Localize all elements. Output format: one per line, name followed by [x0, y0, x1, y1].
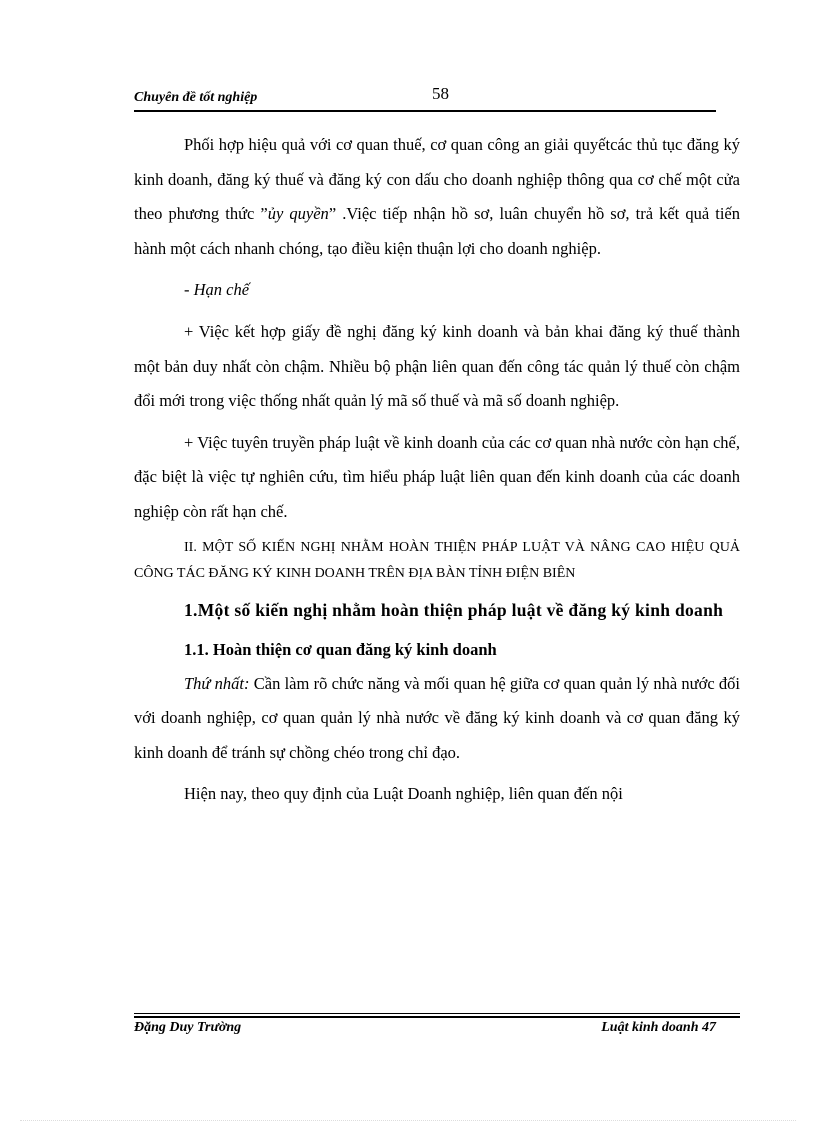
footer-class: Luật kinh doanh 47: [601, 1020, 716, 1035]
page-body: [134, 128, 740, 812]
footer-author: Đặng Duy Trường: [134, 1020, 242, 1035]
page-bottom-divider: [20, 1120, 796, 1121]
paragraph-current: Hiện nay, theo quy định của Luật Doanh nghiệp, liên quan đến nội: [184, 784, 623, 804]
subheading-limitations: - Hạn chế: [184, 280, 250, 300]
page-header: [134, 86, 716, 112]
paragraph-cooperation: Phối hợp hiệu quả với cơ quan thuế, cơ quan công an giải quyếtcác thủ tục đăng ký kinh doanh, đăng ký thuế và đăng ký con dấu cho doanh nghiệp thông qua cơ chế một cửa theo phương thức ”ủy quyền” .Việc tiếp nhận hồ sơ, luân chuyển hồ sơ, trả kết quả tiến hành một cách nhanh chóng, tạo điều kiện thuận lợi cho doanh nghiệp.: [134, 135, 740, 258]
heading-1: 1.Một số kiến nghị nhằm hoàn thiện pháp luật về đăng ký kinh doanh: [184, 599, 724, 620]
header-title: Chuyên đề tốt nghiệp: [134, 90, 258, 105]
section-heading: II. MỘT SỐ KIẾN NGHỊ NHẰM HOÀN THIỆN PHÁP LUẬT VÀ NÂNG CAO HIỆU QUẢ CÔNG TÁC ĐĂNG KÝ KINH DOANH TRÊN ĐỊA BÀN TỈNH ĐIỆN BIÊN: [134, 539, 740, 581]
heading-1-1: 1.1. Hoàn thiện cơ quan đăng ký kinh doanh: [184, 639, 497, 659]
italic-lead: Thứ nhất:: [184, 673, 250, 693]
paragraph-limitation-1: + Việc kết hợp giấy đề nghị đăng ký kinh doanh và bản khai đăng ký thuế thành một bản duy nhất còn chậm. Nhiều bộ phận liên quan đến công tác quản lý thuế còn chậm đổi mới trong việc thống nhất quản lý mã số thuế và mã số doanh nghiệp.: [134, 321, 740, 411]
page-number: 58: [432, 84, 449, 103]
footer-rule-thick: [134, 1016, 740, 1018]
italic-term: ủy quyền: [267, 204, 329, 224]
paragraph-first-point: Thứ nhất: Cần làm rõ chức năng và mối quan hệ giữa cơ quan quản lý nhà nước đối với doanh nghiệp, cơ quan quản lý nhà nước về đăng ký kinh doanh và cơ quan đăng ký kinh doanh để tránh sự chồng chéo trong chỉ đạo.: [134, 673, 740, 762]
footer-rule-thin: [134, 1013, 740, 1014]
paragraph-limitation-2: + Việc tuyên truyền pháp luật về kinh doanh của các cơ quan nhà nước còn hạn chế, đặc biệt là việc tự nghiên cứu, tìm hiểu pháp luật liên quan đến kinh doanh của các doanh nghiệp còn rất hạn chế.: [134, 432, 740, 521]
